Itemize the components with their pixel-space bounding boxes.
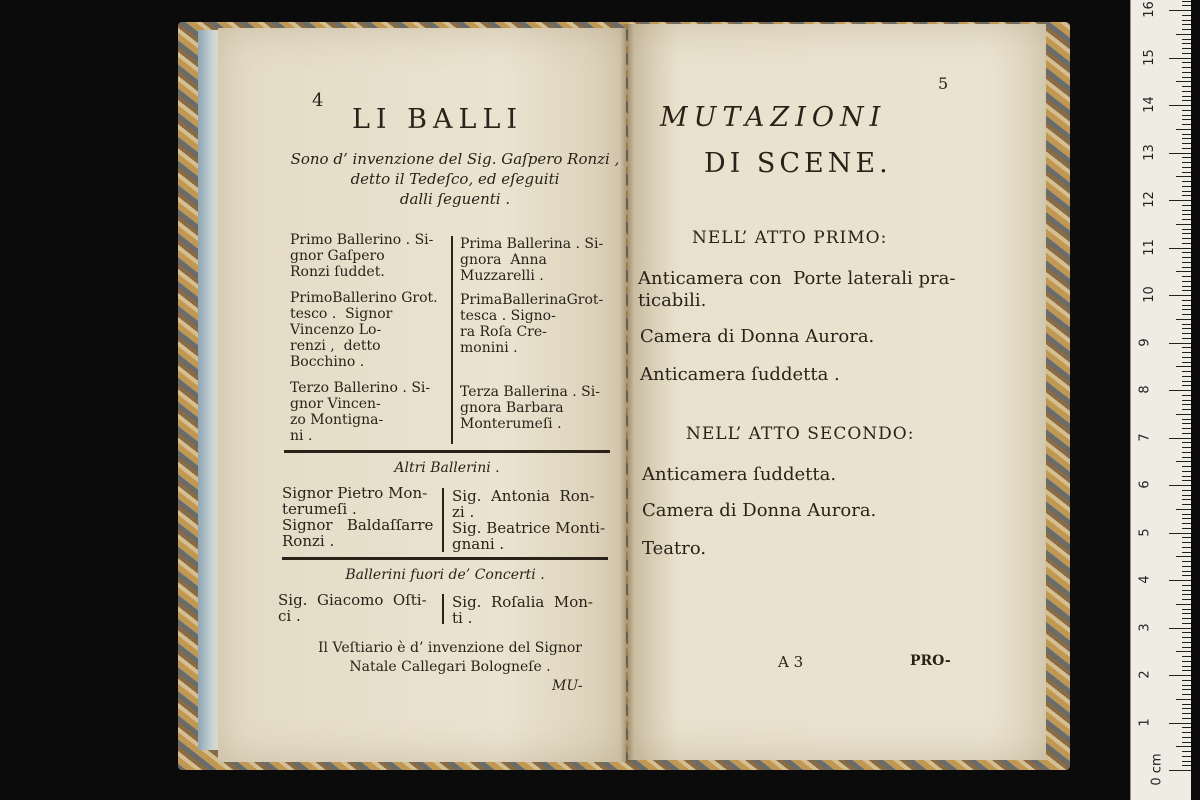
ruler-tick [1182, 732, 1191, 733]
ruler-tick [1182, 20, 1191, 21]
ruler-tick [1182, 761, 1191, 762]
right-page-number: 5 [938, 74, 949, 93]
ruler-tick [1182, 680, 1191, 681]
ruler-tick [1182, 566, 1191, 567]
dancer-cell-left: Sig. Giacomo Oſti- ci . [278, 591, 427, 625]
ruler-tick [1182, 100, 1191, 101]
ruler-tick [1182, 490, 1191, 491]
subtitle-line-2: detto il Tedeſco, ed eſeguiti [350, 170, 560, 188]
ruler-tick [1176, 34, 1191, 35]
ruler-tick [1169, 248, 1191, 249]
ruler-tick [1176, 746, 1191, 747]
ruler-tick [1169, 770, 1191, 771]
ruler-label: 9 [1137, 337, 1153, 347]
ruler-tick [1182, 72, 1191, 73]
ruler-tick [1182, 191, 1191, 192]
ruler-tick [1169, 533, 1191, 534]
ruler-tick [1169, 438, 1191, 439]
dancer-cell-right: Sig. Roſalia Mon- ti . [452, 593, 593, 627]
act-1-heading: NELL’ ATTO PRIMO: [692, 228, 888, 248]
ruler-tick [1182, 419, 1191, 420]
ruler-label: 7 [1137, 432, 1153, 442]
ruler-tick [1182, 110, 1191, 111]
ruler-tick [1182, 119, 1191, 120]
ruler-tick [1182, 400, 1191, 401]
ruler-label: 3 [1137, 622, 1153, 632]
ruler-tick [1182, 618, 1191, 619]
ruler-tick [1169, 105, 1191, 106]
ruler-tick [1182, 172, 1191, 173]
ruler-tick [1182, 685, 1191, 686]
ruler-tick [1176, 604, 1191, 605]
ruler-tick [1182, 623, 1191, 624]
ruler-label: 5 [1137, 527, 1153, 537]
ruler-tick [1182, 286, 1191, 287]
endpaper-edge [198, 30, 220, 750]
ruler-label: 15 [1141, 48, 1157, 66]
ruler-tick [1182, 29, 1191, 30]
ruler-tick [1182, 214, 1191, 215]
ruler-tick [1182, 229, 1191, 230]
ruler-tick [1182, 552, 1191, 553]
ruler-tick [1169, 343, 1191, 344]
ruler-tick [1182, 571, 1191, 572]
ruler-tick [1182, 647, 1191, 648]
ruler-tick [1182, 476, 1191, 477]
ruler-tick [1182, 162, 1191, 163]
dancer-cell-right: Prima Ballerina . Si- gnora Anna Muzzarelli . [460, 236, 604, 284]
ruler-tick [1182, 347, 1191, 348]
ruler-tick [1182, 457, 1191, 458]
ruler-tick [1176, 509, 1191, 510]
ruler-label: 6 [1137, 480, 1153, 489]
ruler-tick [1182, 751, 1191, 752]
costume-note-line-2: Natale Callegari Bologneſe . [349, 659, 551, 675]
ruler-tick [1182, 134, 1191, 135]
ruler-tick [1182, 91, 1191, 92]
ruler-tick [1182, 357, 1191, 358]
scene-item: Anticamera ſuddetta. [642, 464, 837, 485]
ruler-tick [1182, 409, 1191, 410]
ruler-tick [1182, 442, 1191, 443]
right-page [628, 24, 1046, 760]
ruler-tick [1182, 713, 1191, 714]
ruler-tick [1182, 352, 1191, 353]
ruler-label: 8 [1137, 385, 1153, 394]
section-rule [282, 557, 608, 560]
ruler-tick [1182, 423, 1191, 424]
ruler-tick [1182, 694, 1191, 695]
ruler-tick [1182, 561, 1191, 562]
ruler-tick [1182, 281, 1191, 282]
ruler-tick [1182, 219, 1191, 220]
column-divider [451, 236, 453, 444]
ruler-tick [1182, 466, 1191, 467]
ruler-tick [1169, 580, 1191, 581]
ruler-label: 13 [1141, 143, 1157, 161]
ruler-tick [1182, 670, 1191, 671]
ruler-label: 10 [1141, 286, 1157, 303]
column-divider [442, 594, 444, 624]
left-page-number: 4 [312, 90, 324, 111]
ruler-label: 2 [1137, 670, 1153, 679]
ruler-tick [1182, 257, 1191, 258]
ruler-tick [1182, 124, 1191, 125]
ruler-tick [1182, 195, 1191, 196]
ruler-tick [1182, 447, 1191, 448]
ruler-tick [1182, 96, 1191, 97]
ruler-tick [1182, 495, 1191, 496]
ruler-tick [1182, 656, 1191, 657]
right-title-line-1: MUTAZIONI [660, 102, 887, 133]
ruler-tick [1182, 15, 1191, 16]
ruler-tick [1182, 39, 1191, 40]
ruler-tick [1182, 290, 1191, 291]
ruler-tick [1182, 62, 1191, 63]
ruler-tick [1182, 276, 1191, 277]
ruler-label: 14 [1141, 96, 1157, 113]
subtitle-line-3: dalli ſeguenti . [399, 190, 511, 208]
ruler-tick [1182, 328, 1191, 329]
section-rule [284, 450, 610, 453]
ruler-tick [1182, 267, 1191, 268]
ruler-tick [1176, 224, 1191, 225]
right-catchword: PRO- [910, 653, 951, 669]
ruler-tick [1182, 181, 1191, 182]
ruler-tick [1182, 542, 1191, 543]
ruler-tick [1182, 1, 1191, 2]
ruler-tick [1182, 537, 1191, 538]
ruler-tick [1176, 81, 1191, 82]
ruler-tick [1169, 723, 1191, 724]
ruler-tick [1182, 666, 1191, 667]
ruler-tick [1182, 471, 1191, 472]
scene-item: Anticamera ſuddetta . [640, 364, 840, 385]
ruler-tick [1169, 390, 1191, 391]
ruler-label: 1 [1137, 717, 1153, 727]
scene-item: Teatro. [642, 538, 707, 559]
ruler-tick [1176, 699, 1191, 700]
dancer-cell-right: PrimaBallerinaGrot- tesca . Signo- ra Roſa Cre- monini . [460, 292, 604, 356]
other-dancers-heading: Altri Ballerini . [394, 460, 500, 476]
ruler-tick [1182, 186, 1191, 187]
scene-item: Camera di Donna Aurora. [642, 500, 877, 521]
ruler-tick [1182, 309, 1191, 310]
ruler-label: 12 [1141, 191, 1157, 208]
ruler-tick [1182, 499, 1191, 500]
column-divider [442, 488, 444, 552]
ruler-tick [1182, 756, 1191, 757]
ruler-label: 4 [1137, 575, 1153, 584]
left-catchword: MU- [552, 678, 583, 694]
ruler-tick [1182, 609, 1191, 610]
ruler-tick [1182, 300, 1191, 301]
ruler-tick [1182, 727, 1191, 728]
ruler-tick [1182, 48, 1191, 49]
signature-mark: A 3 [778, 653, 804, 671]
ruler-tick [1182, 362, 1191, 363]
ruler-tick [1182, 523, 1191, 524]
subtitle-line-1: Sono d’ invenzione del Sig. Gaſpero Ronzi , [290, 150, 620, 168]
ruler-tick [1182, 324, 1191, 325]
ruler-tick [1182, 518, 1191, 519]
ruler-tick [1182, 613, 1191, 614]
ruler-tick [1169, 295, 1191, 296]
book-gutter [620, 24, 634, 762]
ruler-tick [1182, 381, 1191, 382]
ruler-tick [1182, 708, 1191, 709]
ruler-tick [1169, 485, 1191, 486]
dancer-cell-right: Sig. Beatrice Monti- gnani . [452, 519, 606, 553]
ruler-tick [1182, 43, 1191, 44]
ruler-tick [1182, 590, 1191, 591]
ruler-tick [1182, 5, 1191, 6]
ruler-tick [1182, 333, 1191, 334]
ruler-tick [1182, 452, 1191, 453]
ruler-tick [1182, 143, 1191, 144]
costume-note-line-1: Il Veſtiario è d’ invenzione del Signor [318, 640, 582, 656]
ruler-label: 16 [1141, 1, 1157, 18]
scene-item: Anticamera con Porte laterali pra- ticabili. [638, 268, 956, 311]
act-2-heading: NELL’ ATTO SECONDO: [686, 424, 915, 444]
ruler-tick [1182, 528, 1191, 529]
ruler-tick [1182, 148, 1191, 149]
dancer-cell-left: Signor Pietro Mon- terumeſi . [282, 484, 428, 518]
extra-dancers-heading: Ballerini fuori de’ Concerti . [345, 567, 545, 583]
ruler-tick [1182, 514, 1191, 515]
ruler-tick [1182, 238, 1191, 239]
ruler-tick [1176, 651, 1191, 652]
ruler-tick [1182, 233, 1191, 234]
ruler-tick [1182, 138, 1191, 139]
ruler-tick [1182, 433, 1191, 434]
ruler-tick [1176, 556, 1191, 557]
ruler-tick [1182, 77, 1191, 78]
ruler-tick [1182, 205, 1191, 206]
ruler-tick [1169, 153, 1191, 154]
ruler-tick [1182, 243, 1191, 244]
dancer-cell-left: Primo Ballerino . Si- gnor Gaſpero Ronzi ſuddet. [290, 232, 434, 280]
ruler-tick [1182, 395, 1191, 396]
ruler-tick [1176, 129, 1191, 130]
ruler-tick [1182, 262, 1191, 263]
dancer-cell-left: Terzo Ballerino . Si- gnor Vincen- zo Montigna- ni . [290, 380, 431, 444]
ruler-tick [1182, 632, 1191, 633]
ruler-tick [1182, 599, 1191, 600]
ruler-tick [1182, 637, 1191, 638]
ruler-tick [1182, 765, 1191, 766]
ruler-tick [1182, 547, 1191, 548]
ruler-tick [1169, 200, 1191, 201]
ruler-tick [1182, 371, 1191, 372]
ruler-label: 11 [1141, 238, 1157, 256]
ruler-tick [1182, 24, 1191, 25]
ruler-tick [1182, 385, 1191, 386]
dancer-cell-left: Signor Baldaſſarre Ronzi . [282, 516, 434, 550]
ruler-tick [1182, 376, 1191, 377]
ruler-tick [1182, 742, 1191, 743]
ruler-tick [1176, 414, 1191, 415]
ruler-tick [1176, 319, 1191, 320]
ruler-tick [1182, 252, 1191, 253]
ruler-tick [1182, 737, 1191, 738]
ruler-tick [1182, 594, 1191, 595]
ruler-tick [1182, 704, 1191, 705]
ruler-tick [1182, 404, 1191, 405]
ruler-tick [1182, 585, 1191, 586]
ruler-tick [1182, 338, 1191, 339]
ruler-tick [1169, 628, 1191, 629]
ruler-tick [1182, 661, 1191, 662]
measuring-ruler [1130, 0, 1191, 800]
ruler-tick [1169, 10, 1191, 11]
ruler-tick [1182, 67, 1191, 68]
dancer-cell-left: PrimoBallerino Grot. tesco . Signor Vincenzo Lo- renzi , detto Bocchino . [290, 290, 438, 370]
ruler-tick [1182, 642, 1191, 643]
ruler-tick [1169, 58, 1191, 59]
ruler-tick [1182, 428, 1191, 429]
dancer-cell-right: Terza Ballerina . Si- gnora Barbara Monterumeſi . [460, 384, 600, 432]
ruler-tick [1182, 480, 1191, 481]
ruler-tick [1182, 53, 1191, 54]
ruler-tick [1182, 210, 1191, 211]
ruler-tick [1182, 314, 1191, 315]
ruler-tick [1182, 689, 1191, 690]
ruler-tick [1182, 167, 1191, 168]
left-page-title: LI BALLI [352, 104, 524, 135]
ruler-tick [1182, 575, 1191, 576]
ruler-tick [1169, 675, 1191, 676]
ruler-tick [1182, 718, 1191, 719]
scene-item: Camera di Donna Aurora. [640, 326, 875, 347]
ruler-label: 0 cm [1149, 753, 1165, 786]
ruler-tick [1182, 157, 1191, 158]
dancer-cell-right: Sig. Antonia Ron- zi . [452, 487, 595, 521]
ruler-tick [1182, 115, 1191, 116]
ruler-tick [1176, 366, 1191, 367]
ruler-tick [1182, 504, 1191, 505]
ruler-tick [1182, 305, 1191, 306]
ruler-tick [1176, 176, 1191, 177]
right-title-line-2: DI SCENE. [704, 148, 892, 179]
ruler-tick [1176, 271, 1191, 272]
ruler-tick [1182, 86, 1191, 87]
ruler-tick [1176, 461, 1191, 462]
